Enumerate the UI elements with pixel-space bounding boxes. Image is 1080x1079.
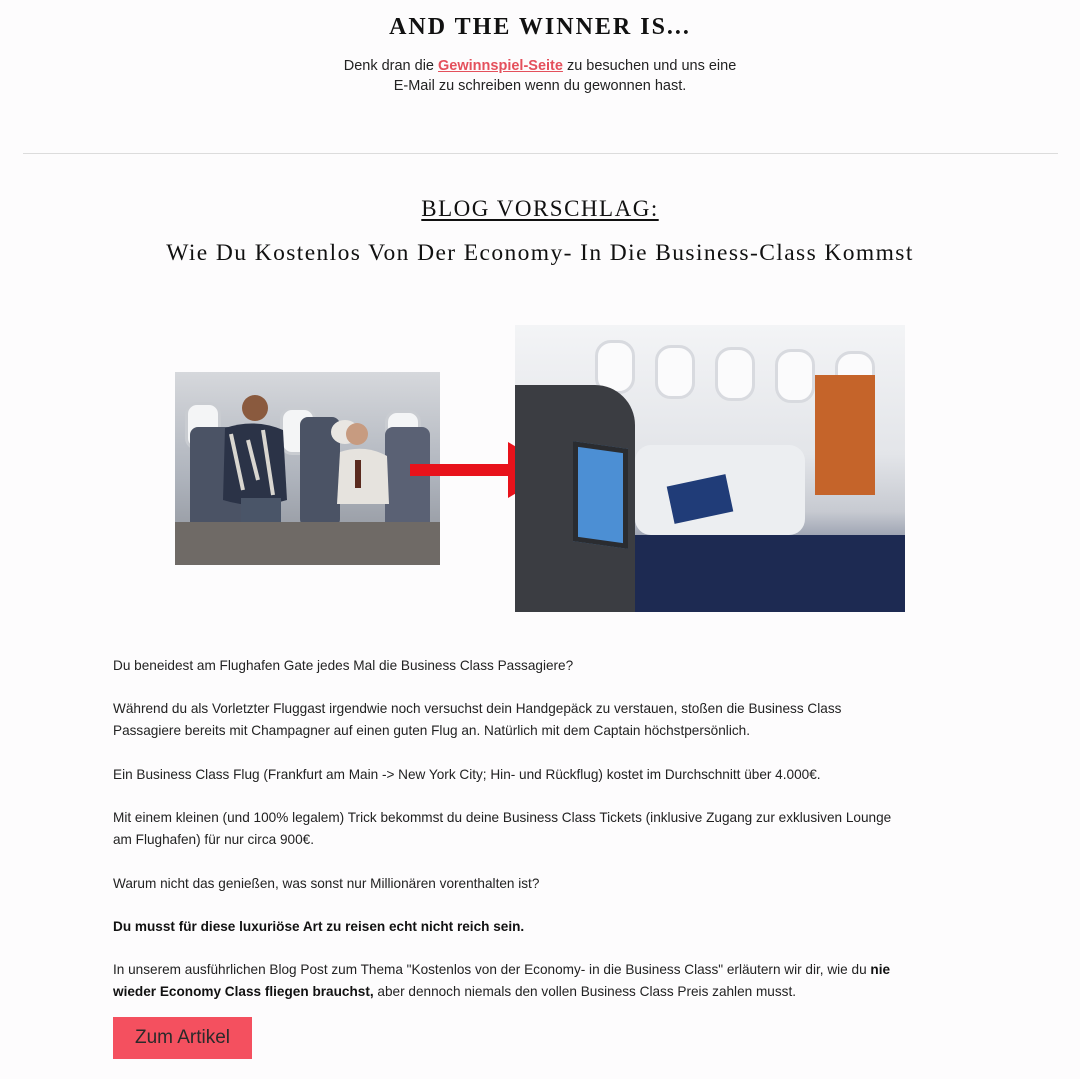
winner-text-before: Denk dran die (343, 58, 439, 74)
gewinnspiel-link[interactable]: Gewinnspiel-Seite (438, 58, 563, 74)
paragraph-champagne: Während du als Vorletzter Fluggast irgendwie noch versuchst dein Handgepäck zu verstauen, stoßen die Business Class Passagiere bereits mit Champagner auf einen guten Flug an. Natürlich mit dem Captain höchstpersönlich. (113, 701, 842, 738)
blog-subtitle: Wie Du Kostenlos Von Der Economy- In Die Business-Class Kommst (166, 240, 914, 266)
paragraph-bold-claim (113, 916, 903, 938)
paragraph-blog-post (113, 959, 903, 1003)
paragraph-millionaire: Warum nicht das genießen, was sonst nur Millionären vorenthalten ist? (113, 876, 540, 891)
bold-claim-text: Du musst für diese luxuriöse Art zu reisen echt nicht reich sein. (113, 919, 525, 934)
winner-title: AND THE WINNER IS... (389, 14, 691, 40)
winner-text-line2: E-Mail zu schreiben wenn du gewonnen hast. (393, 78, 687, 94)
section-divider (23, 153, 1058, 154)
passenger-sleeping-icon (325, 404, 395, 524)
paragraph-gate: Du beneidest am Flughafen Gate jedes Mal die Business Class Passagiere? (113, 658, 574, 673)
winner-text (0, 56, 1080, 96)
p7-end: aber dennoch niemals den vollen Business Class Preis zahlen musst. (373, 984, 797, 999)
zum-artikel-button[interactable]: Zum Artikel (113, 1017, 252, 1059)
economy-class-photo (175, 372, 440, 565)
paragraph-trick: Mit einem kleinen (und 100% legalem) Trick bekommst du deine Business Class Tickets (inklusive Zugang zur exklusiven Lounge am Flughafen) für nur circa 900€. (113, 810, 892, 847)
blog-heading-label: BLOG VORSCHLAG: (421, 196, 659, 221)
blog-heading (0, 196, 1080, 222)
p7-start: In unserem ausführlichen Blog Post zum Thema "Kostenlos von der Economy- in die Business Class" erläutern wir dir, wie du (113, 962, 871, 977)
passenger-standing-icon (203, 390, 298, 540)
winner-text-line1 (0, 56, 1080, 76)
seat-screen-icon (573, 441, 628, 549)
winner-text-after: zu besuchen und uns eine (562, 58, 737, 74)
paragraph-price: Ein Business Class Flug (Frankfurt am Main -> New York City; Hin- und Rückflug) kostet im Durchschnitt über 4.000€. (113, 767, 821, 782)
p7-bold: nie wieder Economy Class fliegen brauchst, (113, 962, 891, 999)
business-class-photo (515, 325, 905, 612)
